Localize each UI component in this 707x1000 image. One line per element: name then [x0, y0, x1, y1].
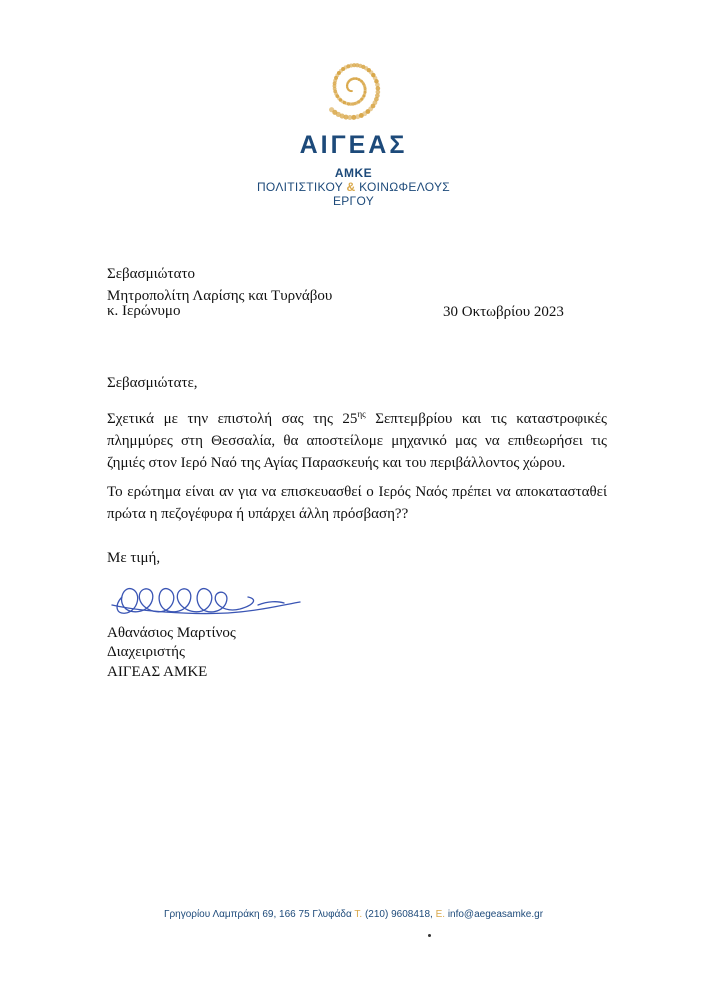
brand-name: ΑΙΓΕΑΣ: [299, 131, 408, 159]
footer-phone-label: Τ.: [354, 909, 363, 920]
signatory-org: ΑΙΓΕΑΣ ΑΜΚΕ: [107, 664, 208, 680]
footer-phone: (210) 9608418,: [364, 909, 433, 920]
scan-speck: [428, 934, 431, 937]
recipient-line2: Μητροπολίτη Λαρίσης και Τυρνάβου: [107, 288, 333, 304]
brand-subtitle-amke: ΑΜΚΕ: [334, 166, 373, 180]
spiral-dots-logo-icon: [321, 50, 385, 122]
body-paragraph-1-line2: πλημμύρες στη Θεσσαλία, θα αποστείλομε μηχανικό μας να επιθεωρήσει τις: [107, 433, 607, 449]
signatory-name: Αθανάσιος Μαρτίνος: [107, 625, 236, 641]
closing: Με τιμή,: [107, 550, 161, 566]
signatory-title: Διαχειριστής: [107, 644, 185, 660]
recipient-line3: κ. Ιερώνυμο: [107, 303, 181, 319]
recipient-line1: Σεβασμιώτατο: [107, 266, 195, 282]
brand-subtitle-charitable: ΚΟΙΝΩΦΕΛΟΥΣ: [359, 180, 451, 194]
brand-subtitle-ampersand: &: [346, 180, 356, 194]
brand-subtitle-line2: [0, 180, 707, 194]
brand-subtitle-work: ΕΡΓΟΥ: [332, 194, 375, 208]
para1-line1-start: Σχετικά με την επιστολή σας της 25: [107, 411, 358, 427]
para1-line1-end: Σεπτεμβρίου και τις καταστροφικές: [365, 411, 607, 427]
body-paragraph-2-line1: Το ερώτημα είναι αν για να επισκευασθεί ο Ιερός Ναός πρέπει να αποκατασταθεί: [107, 484, 607, 500]
logo-dot: [329, 107, 334, 112]
body-paragraph-1-line1: [107, 408, 607, 430]
body-paragraph-2-line2: πρώτα η πεζογέφυρα ή υπάρχει άλλη πρόσβαση??: [107, 506, 409, 522]
body-paragraph-2: [107, 481, 607, 525]
body-paragraph-1-line3: ζημιές στον Ιερό Ναό της Αγίας Παρασκευής και του περιβάλλοντος χώρου.: [107, 455, 566, 471]
footer-email: info@aegeasamke.gr: [447, 909, 544, 920]
salutation: Σεβασμιώτατε,: [107, 375, 198, 391]
handwritten-signature-icon: [108, 575, 308, 623]
para1-superscript: ης: [357, 409, 366, 419]
footer-email-label: Ε.: [435, 909, 446, 920]
brand-subtitle-cultural: ΠΟΛΙΤΙΣΤΙΚΟΥ: [256, 180, 343, 194]
letter-date: 30 Οκτωβρίου 2023: [443, 304, 564, 320]
footer-contact: [0, 909, 707, 920]
body-paragraph-1: [107, 408, 607, 474]
footer-address: Γρηγορίου Λαμπράκη 69, 166 75 Γλυφάδα: [163, 909, 352, 920]
